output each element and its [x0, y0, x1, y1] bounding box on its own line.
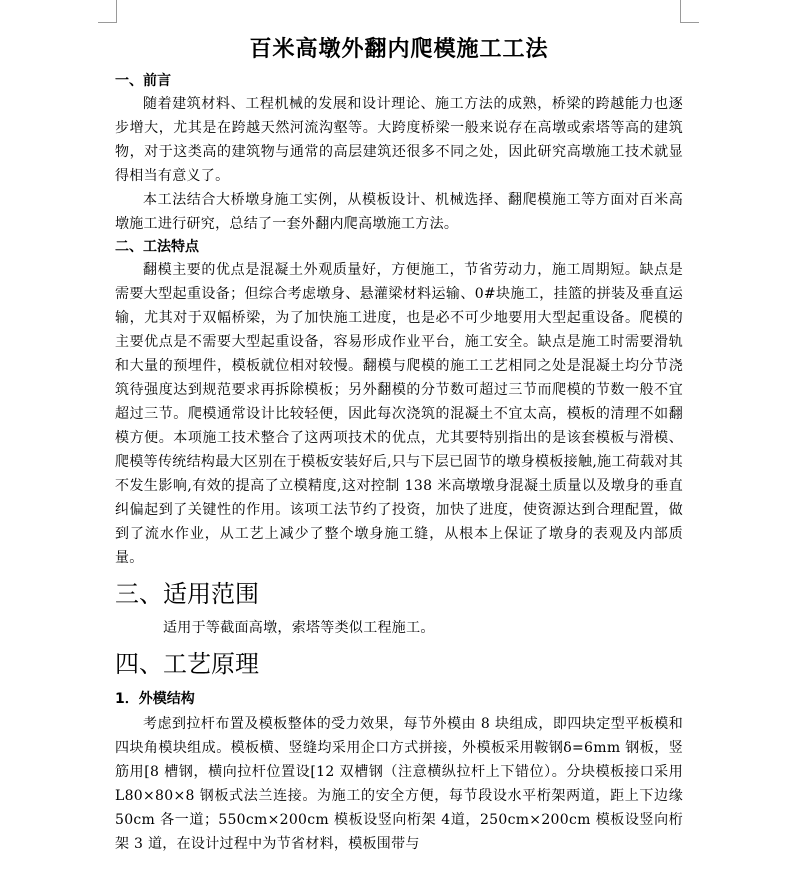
paragraph: 翻模主要的优点是混凝土外观质量好，方便施工，节省劳动力，施工周期短。缺点是需要大型起重设备；但综合考虑墩身、悬灌梁材料运输、0#块施工，挂篮的拼装及垂直运输，尤其对于双幅桥梁，为了加快施工进度，也是必不可少地要用大型起重设备。爬模的主要优点是不需要大型起重设备，容易形成作业平台，施工安全。缺点是施工时需要滑轨和大量的预埋件，模板就位相对较慢。翻模与爬模的施工工艺相同之处是混凝土均分节浇筑待强度达到规范要求再拆除模板；另外翻模的分节数可超过三节而爬模的节数一般不宜超过三节。爬模通常设计比较轻便，因此每次浇筑的混凝土不宜太高，模板的清理不如翻模方便。本项施工技术整合了这两项技术的优点，尤其要特别指出的是该套模板与滑模、爬模等传统结构最大区别在于模板安装好后,只与下层已固节的墩身模板接触,施工荷载对其不发生影响,有效的提高了立模精度,这对控制 138 米高墩墩身混凝土质量以及墩身的垂直纠偏起到了关键性的作用。该项工法节约了投资，加快了进度，使资源达到合理配置，做到了流水作业，从工艺上减少了整个墩身施工缝，从根本上保证了墩身的表观及内部质量。: [115, 262, 683, 566]
section-heading: 二、工法特点: [115, 239, 199, 255]
paragraph: 适用于等截面高墩，索塔等类似工程施工。: [163, 620, 435, 636]
subsection-heading: 1．外模结构: [115, 691, 195, 707]
paragraph: 本工法结合大桥墩身施工实例，从模板设计、机械选择、翻爬模施工等方面对百米高墩施工进行研究，总结了一套外翻内爬高墩施工方法。: [115, 192, 683, 232]
document-page: [115, 30, 683, 856]
page-corner-mark-right: [680, 0, 699, 23]
section-heading: 一、前言: [115, 73, 171, 89]
section-preface: [115, 70, 683, 236]
section-heading: 四、工艺原理: [115, 650, 259, 678]
section-scope: [115, 576, 683, 640]
document-title: 百米高墩外翻内爬模施工工法: [249, 36, 549, 62]
paragraph: 随着建筑材料、工程机械的发展和设计理论、施工方法的成熟，桥梁的跨越能力也逐步增大，尤其是在跨越天然河流沟壑等。大跨度桥梁一般来说存在高墩或索塔等高的建筑物，对于这类高的建筑物与通常的高层建筑还很多不同之处，因此研究高墩施工技术就显得相当有意义了。: [115, 96, 683, 184]
page-corner-mark-left: [98, 0, 117, 23]
section-features: [115, 236, 683, 570]
paragraph: 考虑到拉杆布置及模板整体的受力效果，每节外模由 8 块组成，即四块定型平板模和四块角模块组成。模板横、竖缝均采用企口方式拼接，外模板采用鞍钢δ=6mm 钢板，竖筋用[8 槽钢，横向拉杆位置设[12 双槽钢（注意横纵拉杆上下错位）。分块模板接口采用 L80×80×8 钢板式法兰连接。为施工的安全方便，每节段设水平桁架两道，距上下边缘 50cm 各一道；550cm×200cm 模板设竖向桁架 4道，250cm×200cm 模板设竖向桁架 3 道，在设计过程中为节省材料，模板围带与: [115, 716, 683, 852]
section-principle: [115, 646, 683, 856]
section-heading: 三、适用范围: [115, 580, 259, 608]
